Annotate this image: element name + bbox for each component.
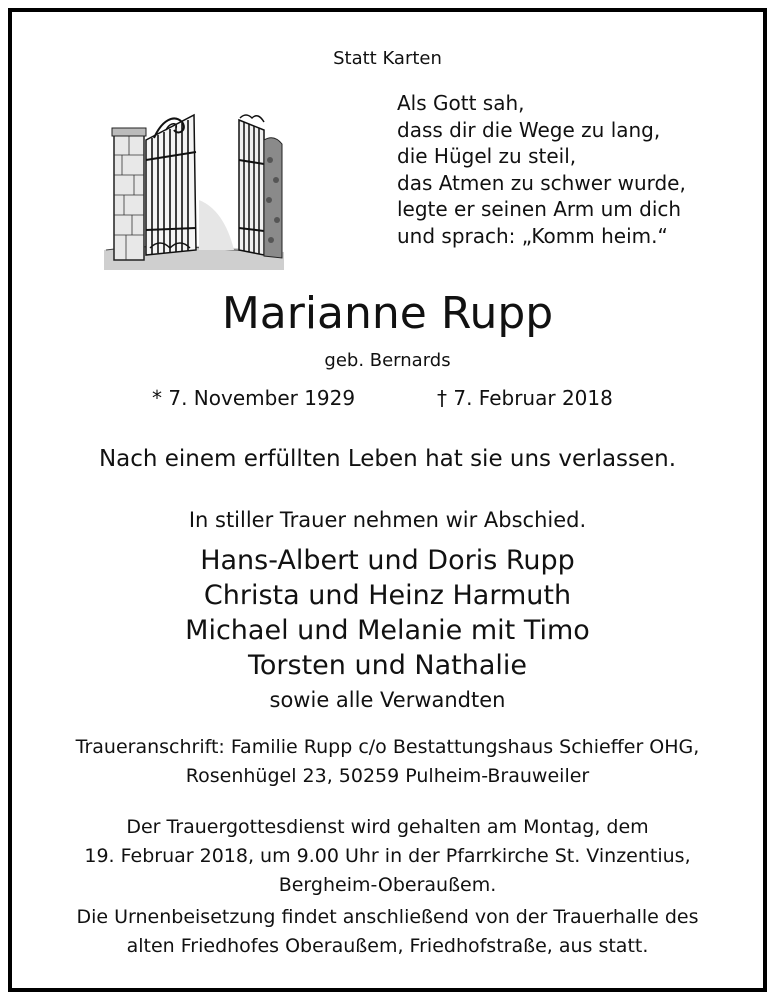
- address-line: Rosenhügel 23, 50259 Pulheim-Brauweiler: [185, 765, 590, 787]
- poem-line: die Hügel zu steil,: [397, 144, 577, 168]
- deceased-name: Marianne Rupp: [221, 288, 554, 339]
- service-line: 19. Februar 2018, um 9.00 Uhr in der Pfarrkirche St. Vinzentius,: [84, 845, 691, 867]
- mourning-address: [12, 733, 763, 791]
- poem-line: legte er seinen Arm um dich: [397, 197, 682, 221]
- service-line: Bergheim-Oberaußem.: [278, 874, 497, 896]
- header-statt-karten: Statt Karten: [333, 48, 442, 69]
- family-list: [12, 543, 763, 683]
- urn-line: Die Urnenbeisetzung findet anschließend von der Trauerhalle des: [76, 906, 699, 928]
- farewell-line: In stiller Trauer nehmen wir Abschied.: [188, 508, 587, 532]
- family-member: Torsten und Nathalie: [247, 650, 528, 681]
- service-info: [12, 813, 763, 900]
- poem-line: Als Gott sah,: [397, 91, 525, 115]
- death-date: † 7. Februar 2018: [437, 386, 613, 410]
- family-member: Michael und Melanie mit Timo: [185, 615, 590, 646]
- obituary-notice: [8, 8, 767, 992]
- address-line: Traueranschrift: Familie Rupp c/o Bestattungshaus Schieffer OHG,: [75, 736, 700, 758]
- birth-date: * 7. November 1929: [152, 386, 356, 410]
- maiden-name: geb. Bernards: [324, 350, 451, 371]
- relatives-line: sowie alle Verwandten: [269, 688, 506, 712]
- poem-line: und sprach: „Komm heim.“: [397, 223, 668, 248]
- family-member: Hans-Albert und Doris Rupp: [200, 545, 575, 576]
- open-gate-icon: [104, 100, 284, 270]
- service-line: Der Trauergottesdienst wird gehalten am Montag, dem: [126, 816, 649, 838]
- family-member: Christa und Heinz Harmuth: [203, 580, 572, 611]
- poem-line: dass dir die Wege zu lang,: [397, 117, 661, 142]
- poem: [397, 90, 686, 249]
- urn-burial-info: [12, 903, 763, 961]
- urn-line: alten Friedhofes Oberaußem, Friedhofstraße, aus statt.: [126, 935, 649, 957]
- tagline: Nach einem erfüllten Leben hat sie uns verlassen.: [98, 446, 677, 472]
- poem-line: das Atmen zu schwer wurde,: [397, 170, 686, 195]
